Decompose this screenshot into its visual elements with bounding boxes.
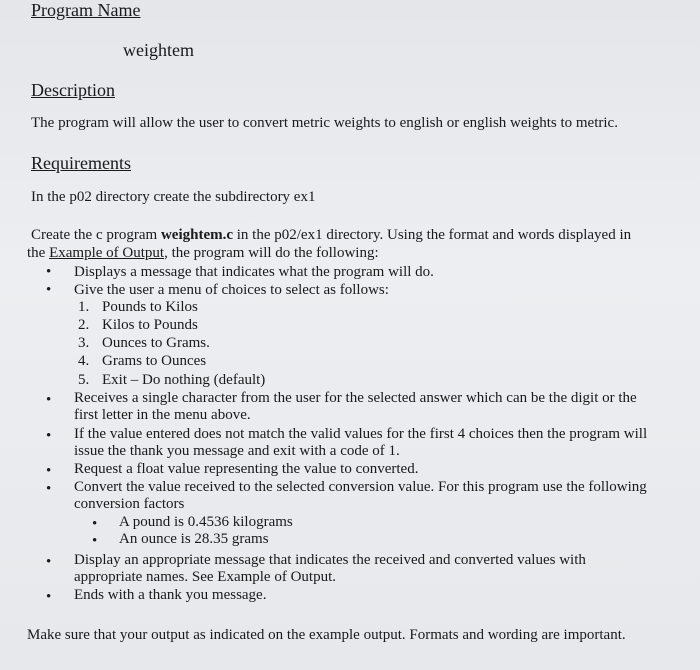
menu-item-3-text: Ounces to Grams. xyxy=(102,335,210,351)
bullet-5-text: Request a float value representing the value to converted. xyxy=(74,461,419,477)
menu-item-4-number: 4. xyxy=(78,353,90,369)
create-post: in the p02/ex1 directory. Using the format and words displayed in xyxy=(233,227,632,243)
program-name-value: weightem xyxy=(123,40,194,60)
example-of-output-link[interactable]: Example of Output xyxy=(49,245,165,261)
menu-item-4-text: Grams to Ounces xyxy=(102,353,207,369)
bullet-8-text: Ends with a thank you message. xyxy=(74,587,267,603)
bullet-3: • xyxy=(46,392,52,408)
create-pre: Create the c program xyxy=(31,227,161,243)
create-line-1 xyxy=(31,227,631,244)
menu-item-1-text: Pounds to Kilos xyxy=(102,299,198,315)
factor-2-text: An ounce is 28.35 grams xyxy=(119,531,269,547)
heading-program-name: Program Name xyxy=(31,0,141,20)
bullet-1-text: Displays a message that indicates what the program will do. xyxy=(74,264,434,280)
bullet-8: • xyxy=(46,589,52,605)
menu-item-2-number: 2. xyxy=(78,317,90,333)
bullet-4: • xyxy=(46,428,52,444)
bullet-7-text-line-1: Display an appropriate message that indicates the received and converted values with xyxy=(74,552,586,568)
bullet-2: • xyxy=(46,282,52,298)
bullet-7-text-line-2: appropriate names. See Example of Output. xyxy=(74,569,337,585)
bullet-4-text-line-1: If the value entered does not match the valid values for the first 4 choices then the program will xyxy=(74,426,648,442)
factor-bullet-2: • xyxy=(92,533,98,549)
bullet-3-text-line-2: first letter in the menu above. xyxy=(74,407,251,423)
bullet-6-text-line-1: Convert the value received to the selected conversion value. For this program use the following xyxy=(74,479,647,495)
description-text: The program will allow the user to convert metric weights to english or english weights to metric. xyxy=(31,115,618,131)
bullet-6-text-line-2: conversion factors xyxy=(74,496,185,512)
bullet-4-text-line-2: issue the thank you message and exit with a code of 1. xyxy=(74,443,400,459)
bullet-6: • xyxy=(46,481,52,497)
menu-item-5-text: Exit – Do nothing (default) xyxy=(102,372,266,388)
bullet-5: • xyxy=(46,463,52,479)
menu-item-1-number: 1. xyxy=(78,299,90,315)
create-line2-pre: the xyxy=(27,245,50,261)
menu-item-5-number: 5. xyxy=(78,372,90,388)
factor-bullet-1: • xyxy=(92,516,98,532)
bullet-3-text-line-1: Receives a single character from the user for the selected answer which can be the digit or the xyxy=(74,390,637,406)
menu-item-3-number: 3. xyxy=(78,335,90,351)
heading-requirements: Requirements xyxy=(31,153,131,173)
footer-note: Make sure that your output as indicated on the example output. Formats and wording are important. xyxy=(27,627,626,643)
bullet-1: • xyxy=(46,264,52,280)
factor-1-text: A pound is 0.4536 kilograms xyxy=(119,514,293,530)
menu-item-2-text: Kilos to Pounds xyxy=(102,317,198,333)
bullet-2-text: Give the user a menu of choices to select as follows: xyxy=(74,282,389,298)
create-line-2 xyxy=(27,245,379,262)
bullet-7: • xyxy=(46,554,52,570)
create-filename: weightem.c xyxy=(160,227,234,243)
create-line2-post: , the program will do the following: xyxy=(164,245,379,261)
requirement-directory: In the p02 directory create the subdirectory ex1 xyxy=(31,189,316,205)
heading-description: Description xyxy=(31,80,115,100)
